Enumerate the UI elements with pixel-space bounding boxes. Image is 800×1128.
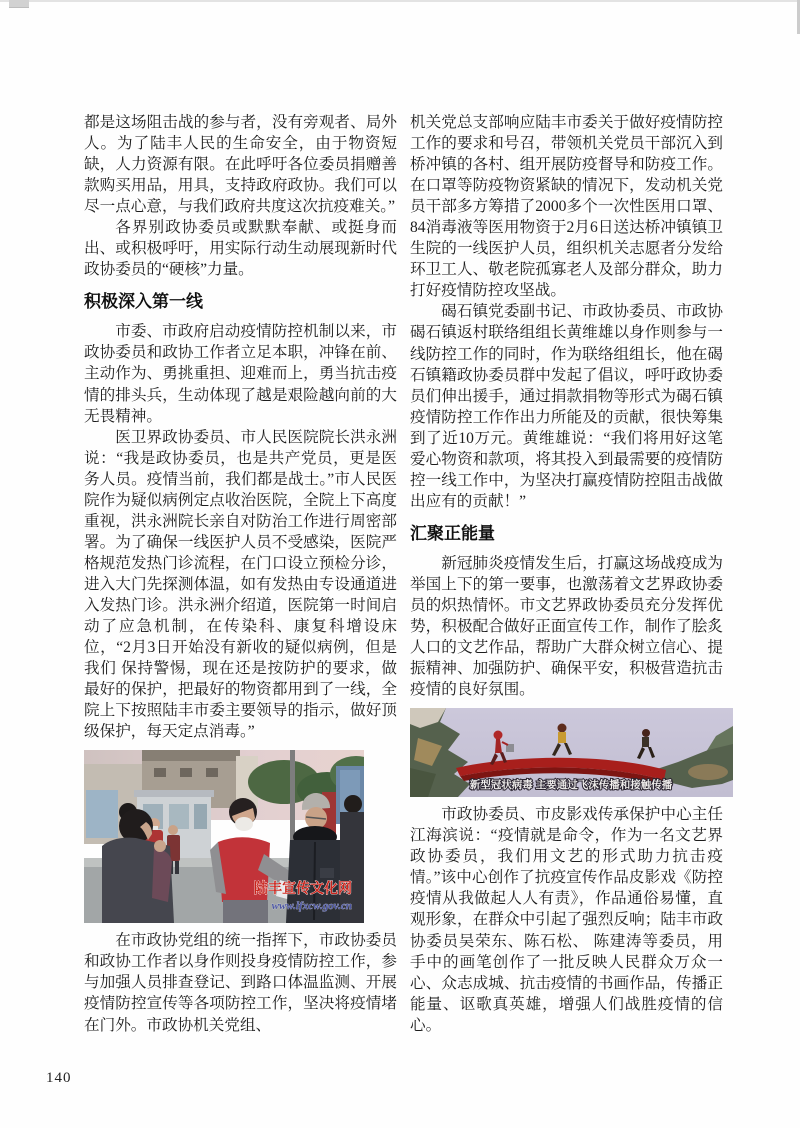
watermark-site-url: www.lfxcw.gov.cn — [271, 900, 352, 913]
paragraph-donation-appeal: 都是这场阻击战的参与者，没有旁观者、局外人。为了陆丰人民的生命安全，由于物资短缺，人力资源有限。在此呼吁各位委员捐赠善款购买用品，用具，支持政府政协。我们可以尽一点心意，与我们政府共度这次抗疫难关。” — [84, 114, 397, 216]
paragraph-arts-circle: 新冠肺炎疫情发生后，打赢这场战疫成为举国上下的第一要事，也激荡着文艺界政协委员的炽热情怀。市文艺界政协委员充分发挥优势，积极配合做好正面宣传工作，制作了脍炙人口的文艺作品，帮助广大群众树立信心、提振精神、加强防护、确保平安，积极营造抗击疫情的良好氛围。 — [410, 554, 723, 699]
left-column — [84, 112, 397, 1036]
watermark-site-name: 陆丰宣传文化网 — [254, 882, 352, 898]
paragraph-frontline-intro: 市委、市政府启动疫情防控机制以来，市政协委员和政协工作者立足本职，冲锋在前、主动作为、勇挑重担、迎难而上，勇当抗击疫情的排头兵，生动体现了越是艰险越向前的大无畏精神。 — [84, 323, 397, 425]
paragraph-party-branch-response: 机关党总支部响应陆丰市委关于做好疫情防控工作的要求和号召，带领机关党员干部沉入到桥冲镇的各村、组开展防疫督导和防疫工作。在口罩等防疫物资紧缺的情况下，发动机关党员干部多方筹措了2000多个一次性医用口罩、84消毒液等医用物资于2月6日送达桥冲镇镇卫生院的一线医护人员，组织机关志愿者分发给环卫工人、敬老院孤寡老人及部分群众，助力打好疫情防控攻坚战。 — [410, 114, 723, 300]
right-column — [410, 112, 723, 1036]
paragraph-members-dedication: 各界别政协委员或默默奉献、或挺身而出、或积极呼吁，用实际行动生动展现新时代政协委员的“硬核”力量。 — [84, 219, 397, 279]
page-number: 140 — [46, 1070, 72, 1086]
paragraph-unified-command: 在市政协党组的统一指挥下，市政协委员和政协工作者以身作则投身疫情防控工作，参与加强人员排查登记、到路口体温监测、开展疫情防控宣传等各项防控工作，坚决将疫情堵在门外。市政协机关党组、 — [84, 932, 397, 1034]
scan-artifact-corner — [9, 0, 29, 8]
section-heading-frontline: 积极深入第一线 — [84, 292, 203, 312]
photo-shadow-puppet-film — [410, 708, 723, 797]
paragraph-hospital-director: 医卫界政协委员、市人民医院院长洪永洲说：“我是政协委员，也是共产党员，更是医务人员。疫情当前，我们都是战士。”市人民医院作为疑似病例定点收治医院，全院上下高度重视，洪永洲院长亲自对防治工作进行周密部署。为了确保一线医护人员不受感染，医院严格规范发热门诊流程，在门口设立预检分诊，进入大门先探测体温，如有发热由专设通道进入发热门诊。洪永洲介绍道，医院第一时间启动了应急机制，在传染科、康复科增设床位，“2月3日开始没有新收的疑似病例，但是我们 保持警惕，现在还是按防护的要求，做最好的保护，把最好的物资都用到了一线，全院上下按照陆丰市委主要领导的指示，做好顶级保护，每天定点消毒。” — [84, 428, 397, 741]
puppet-film-subtitle: 新型冠状病毒 主要通过飞沫传播和接触传播 — [469, 779, 673, 792]
section-heading-positive-energy: 汇聚正能量 — [410, 523, 495, 543]
paragraph-puppet-center: 市政协委员、市皮影戏传承保护中心主任江海滨说：“疫情就是命令，作为一名文艺界政协委员，我们用文艺的形式助力抗击疫情。”该中心创作了抗疫宣传作品皮影戏《防控疫情从我做起人人有责》，作品通俗易懂，直观形象，在群众中引起了强烈反响；陆丰市政协委员吴荣东、陈石松、 陈建涛等委员，用手中的画笔创作了一批反映人民群众万众一心、众志成城、抗击疫情的书画作品，传播正能量、讴歌真英雄，增强人们战胜疫情的信心。 — [410, 806, 723, 1034]
paragraph-jieshi-liaison: 碣石镇党委副书记、市政协委员、市政协碣石镇返村联络组组长黄维雄以身作则参与一线防控工作的同时，作为联络组组长，他在碣石镇籍政协委员群中发起了倡议，呼吁政协委员们伸出援手，通过捐款捐物等形式为碣石镇疫情防控工作作出力所能及的贡献，很快筹集到了近10万元。黄维雄说：“我们将用好这笔爱心物资和款项，将其投入到最需要的疫情防控一线工作中，为坚决打赢疫情防控阻击战做出应有的贡献！” — [410, 303, 723, 510]
photo-street-inspection — [84, 750, 397, 923]
scan-artifact-top-line — [0, 0, 800, 2]
